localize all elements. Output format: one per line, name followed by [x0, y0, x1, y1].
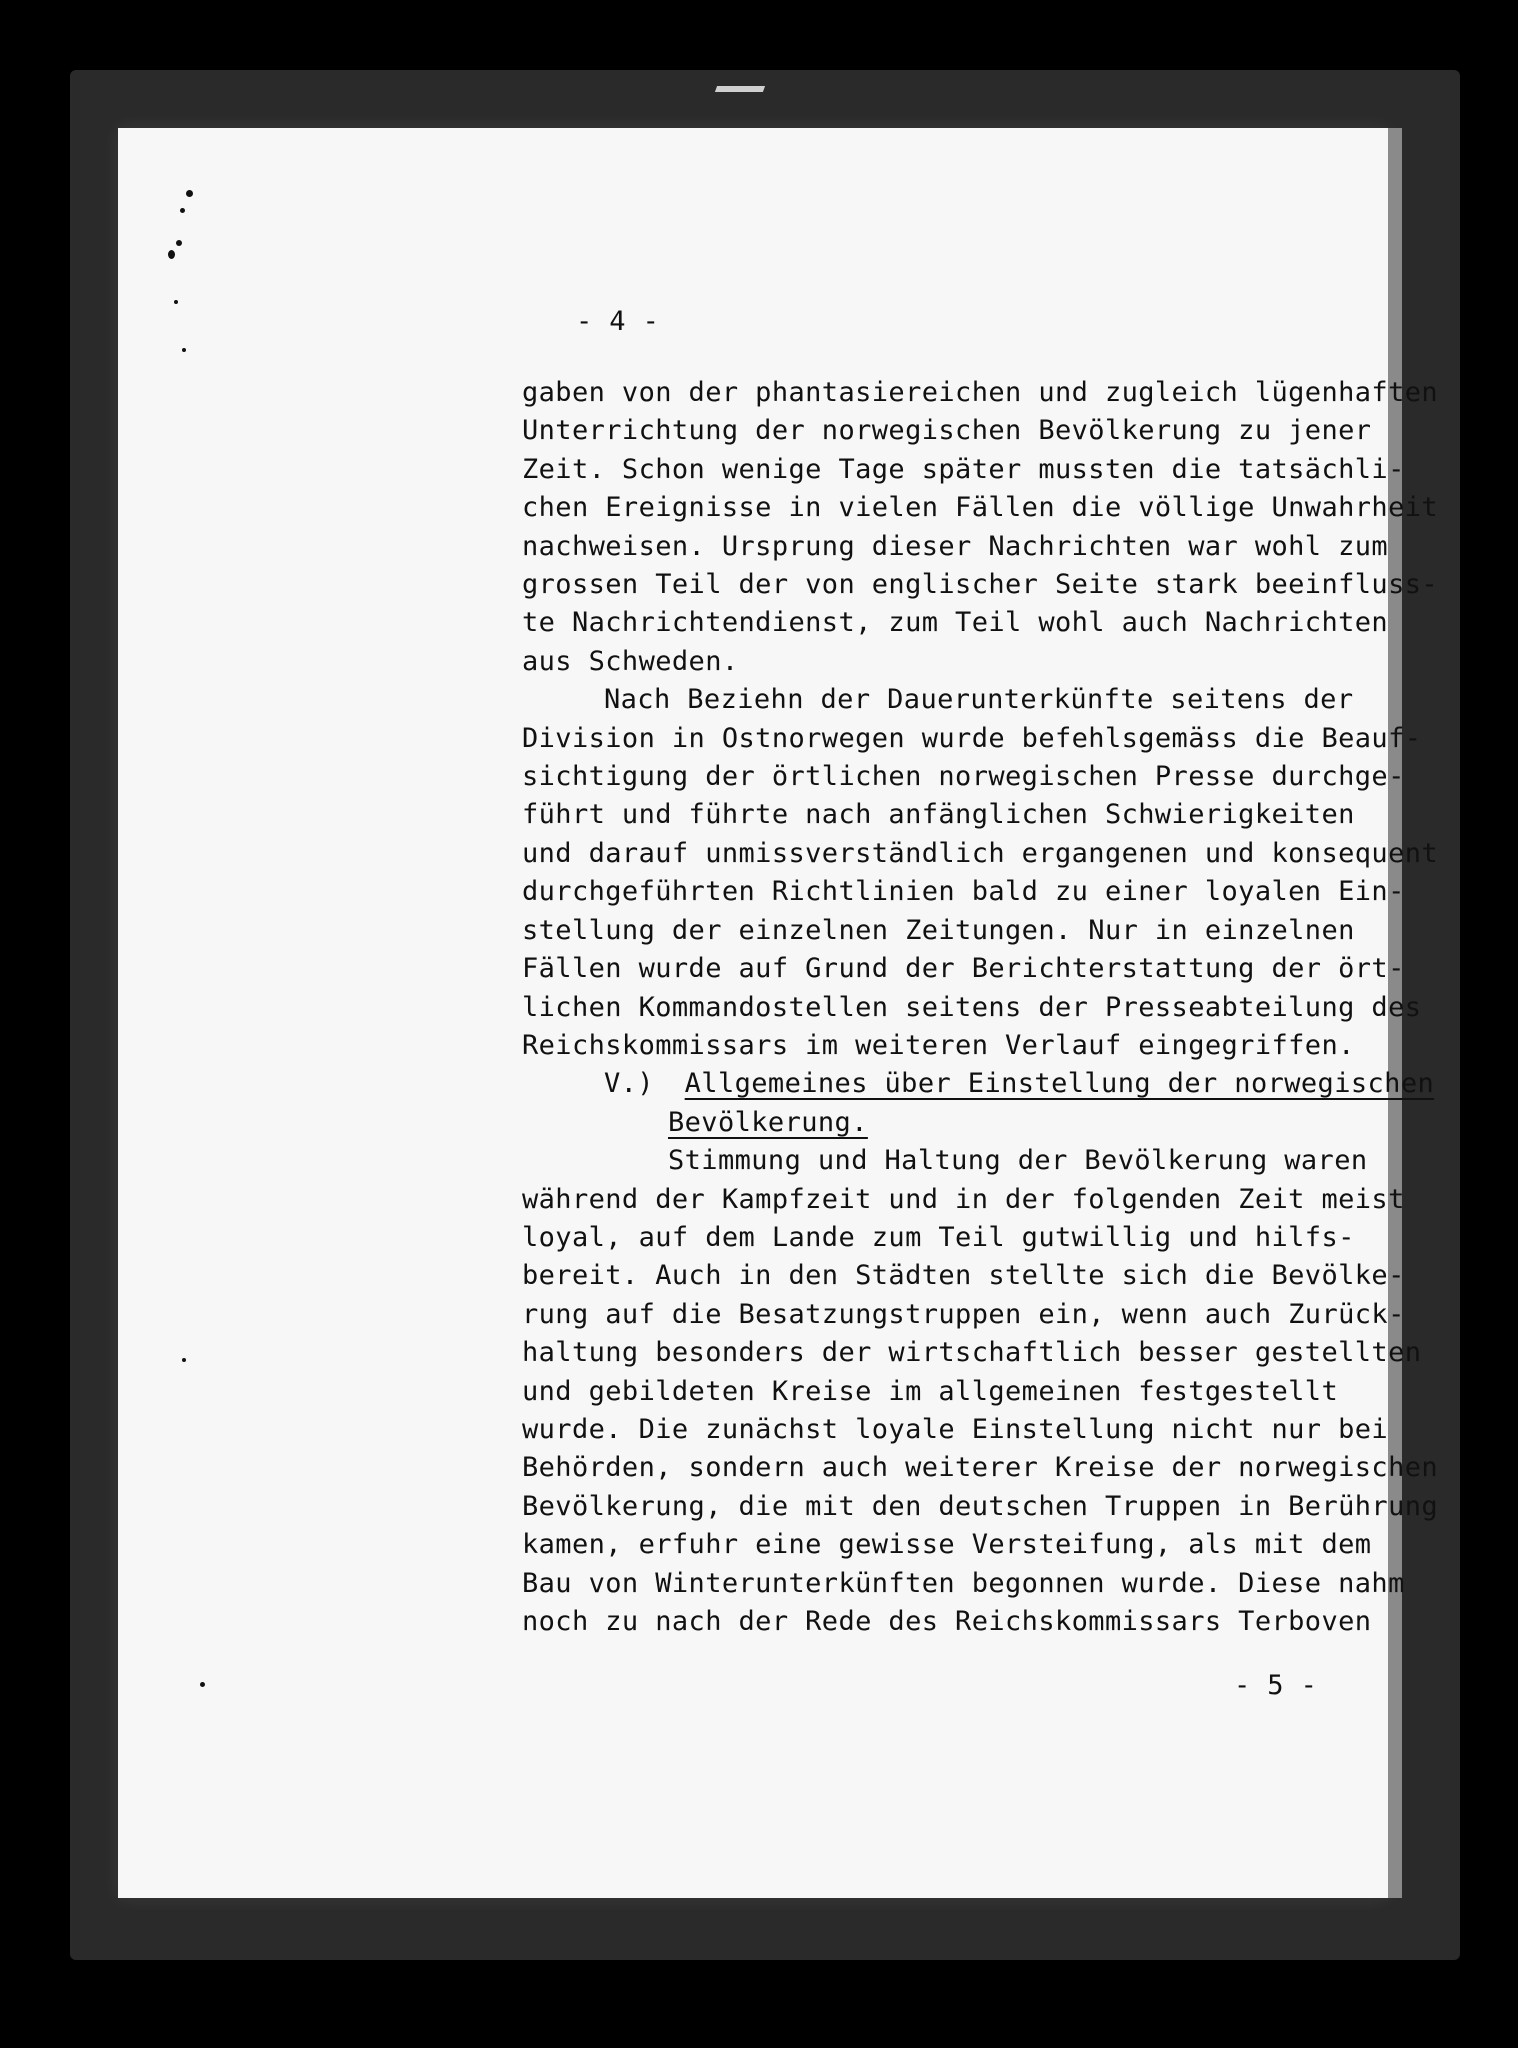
section-number: V.)	[604, 1068, 654, 1100]
text-line: und gebildeten Kreise im allgemeinen festgestellt	[522, 1375, 1339, 1407]
text-line: te Nachrichtendienst, zum Teil wohl auch Nachrichten	[522, 607, 1389, 639]
section-title: Allgemeines über Einstellung der norwegischen	[684, 1068, 1435, 1100]
text-line: während der Kampfzeit und in der folgenden Zeit meist	[522, 1183, 1405, 1215]
text-line: haltung besonders der wirtschaftlich besser gestellten	[522, 1337, 1422, 1369]
margin-speck	[168, 250, 175, 259]
text-line: Unterrichtung der norwegischen Bevölkerung zu jener	[522, 415, 1372, 447]
text-line: chen Ereignisse in vielen Fällen die völlige Unwahrheit	[522, 492, 1439, 524]
section-heading-continued	[522, 1104, 1438, 1142]
text-line: stellung der einzelnen Zeitungen. Nur in einzelnen	[522, 914, 1355, 946]
text-line: gaben von der phantasiereichen und zugleich lügenhaften	[522, 377, 1439, 408]
text-line: aus Schweden.	[522, 645, 739, 677]
text-line: Stimmung und Haltung der Bevölkerung waren	[668, 1145, 1368, 1177]
text-line: Nach Beziehn der Dauerunterkünfte seitens der	[604, 684, 1354, 716]
margin-speck	[176, 240, 182, 246]
film-scratch-mark	[715, 86, 765, 92]
margin-speck	[186, 190, 193, 197]
text-line: durchgeführten Richtlinien bald zu einer loyalen Ein-	[522, 876, 1405, 908]
text-line: Bau von Winterunterkünften begonnen wurde. Diese nahm	[522, 1567, 1405, 1599]
text-line: wurde. Die zunächst loyale Einstellung nicht nur bei	[522, 1413, 1389, 1445]
text-line: Reichskommissars im weiteren Verlauf eingegriffen.	[522, 1029, 1355, 1061]
text-line: Fällen wurde auf Grund der Berichterstattung der ört-	[522, 953, 1405, 985]
margin-speck	[180, 208, 185, 213]
margin-speck	[182, 348, 186, 352]
margin-speck	[200, 1682, 205, 1687]
text-line: loyal, auf dem Lande zum Teil gutwillig und hilfs-	[522, 1221, 1355, 1253]
text-line: lichen Kommandostellen seitens der Presseabteilung des	[522, 991, 1422, 1023]
text-line: Division in Ostnorwegen wurde befehlsgemäss die Beauf-	[522, 722, 1422, 754]
text-line: Bevölkerung, die mit den deutschen Truppen in Berührung	[522, 1490, 1439, 1522]
text-line: noch zu nach der Rede des Reichskommissars Terboven	[522, 1606, 1372, 1637]
margin-speck	[174, 300, 178, 304]
text-line: führt und führte nach anfänglichen Schwierigkeiten	[522, 799, 1355, 831]
section-title-continued: Bevölkerung.	[668, 1106, 868, 1138]
text-line: bereit. Auch in den Städten stellte sich die Bevölke-	[522, 1260, 1405, 1292]
section-heading	[522, 1065, 1438, 1103]
margin-speck	[182, 1358, 186, 1362]
page-number-bottom: - 5 -	[1234, 1670, 1318, 1701]
text-line: rung auf die Besatzungstruppen ein, wenn auch Zurück-	[522, 1298, 1405, 1330]
body-text	[522, 374, 1438, 1641]
page-number-top: - 4 -	[576, 306, 660, 337]
text-line: und darauf unmissverständlich ergangenen und konsequent	[522, 837, 1439, 869]
text-line: nachweisen. Ursprung dieser Nachrichten war wohl zum	[522, 530, 1389, 562]
text-line: Behörden, sondern auch weiterer Kreise der norwegischen	[522, 1452, 1439, 1484]
text-line: Zeit. Schon wenige Tage später mussten die tatsächli-	[522, 453, 1405, 485]
text-line: sichtigung der örtlichen norwegischen Presse durchge-	[522, 761, 1405, 793]
text-line: kamen, erfuhr eine gewisse Versteifung, als mit dem	[522, 1529, 1372, 1561]
text-line: grossen Teil der von englischer Seite stark beeinfluss-	[522, 569, 1439, 601]
